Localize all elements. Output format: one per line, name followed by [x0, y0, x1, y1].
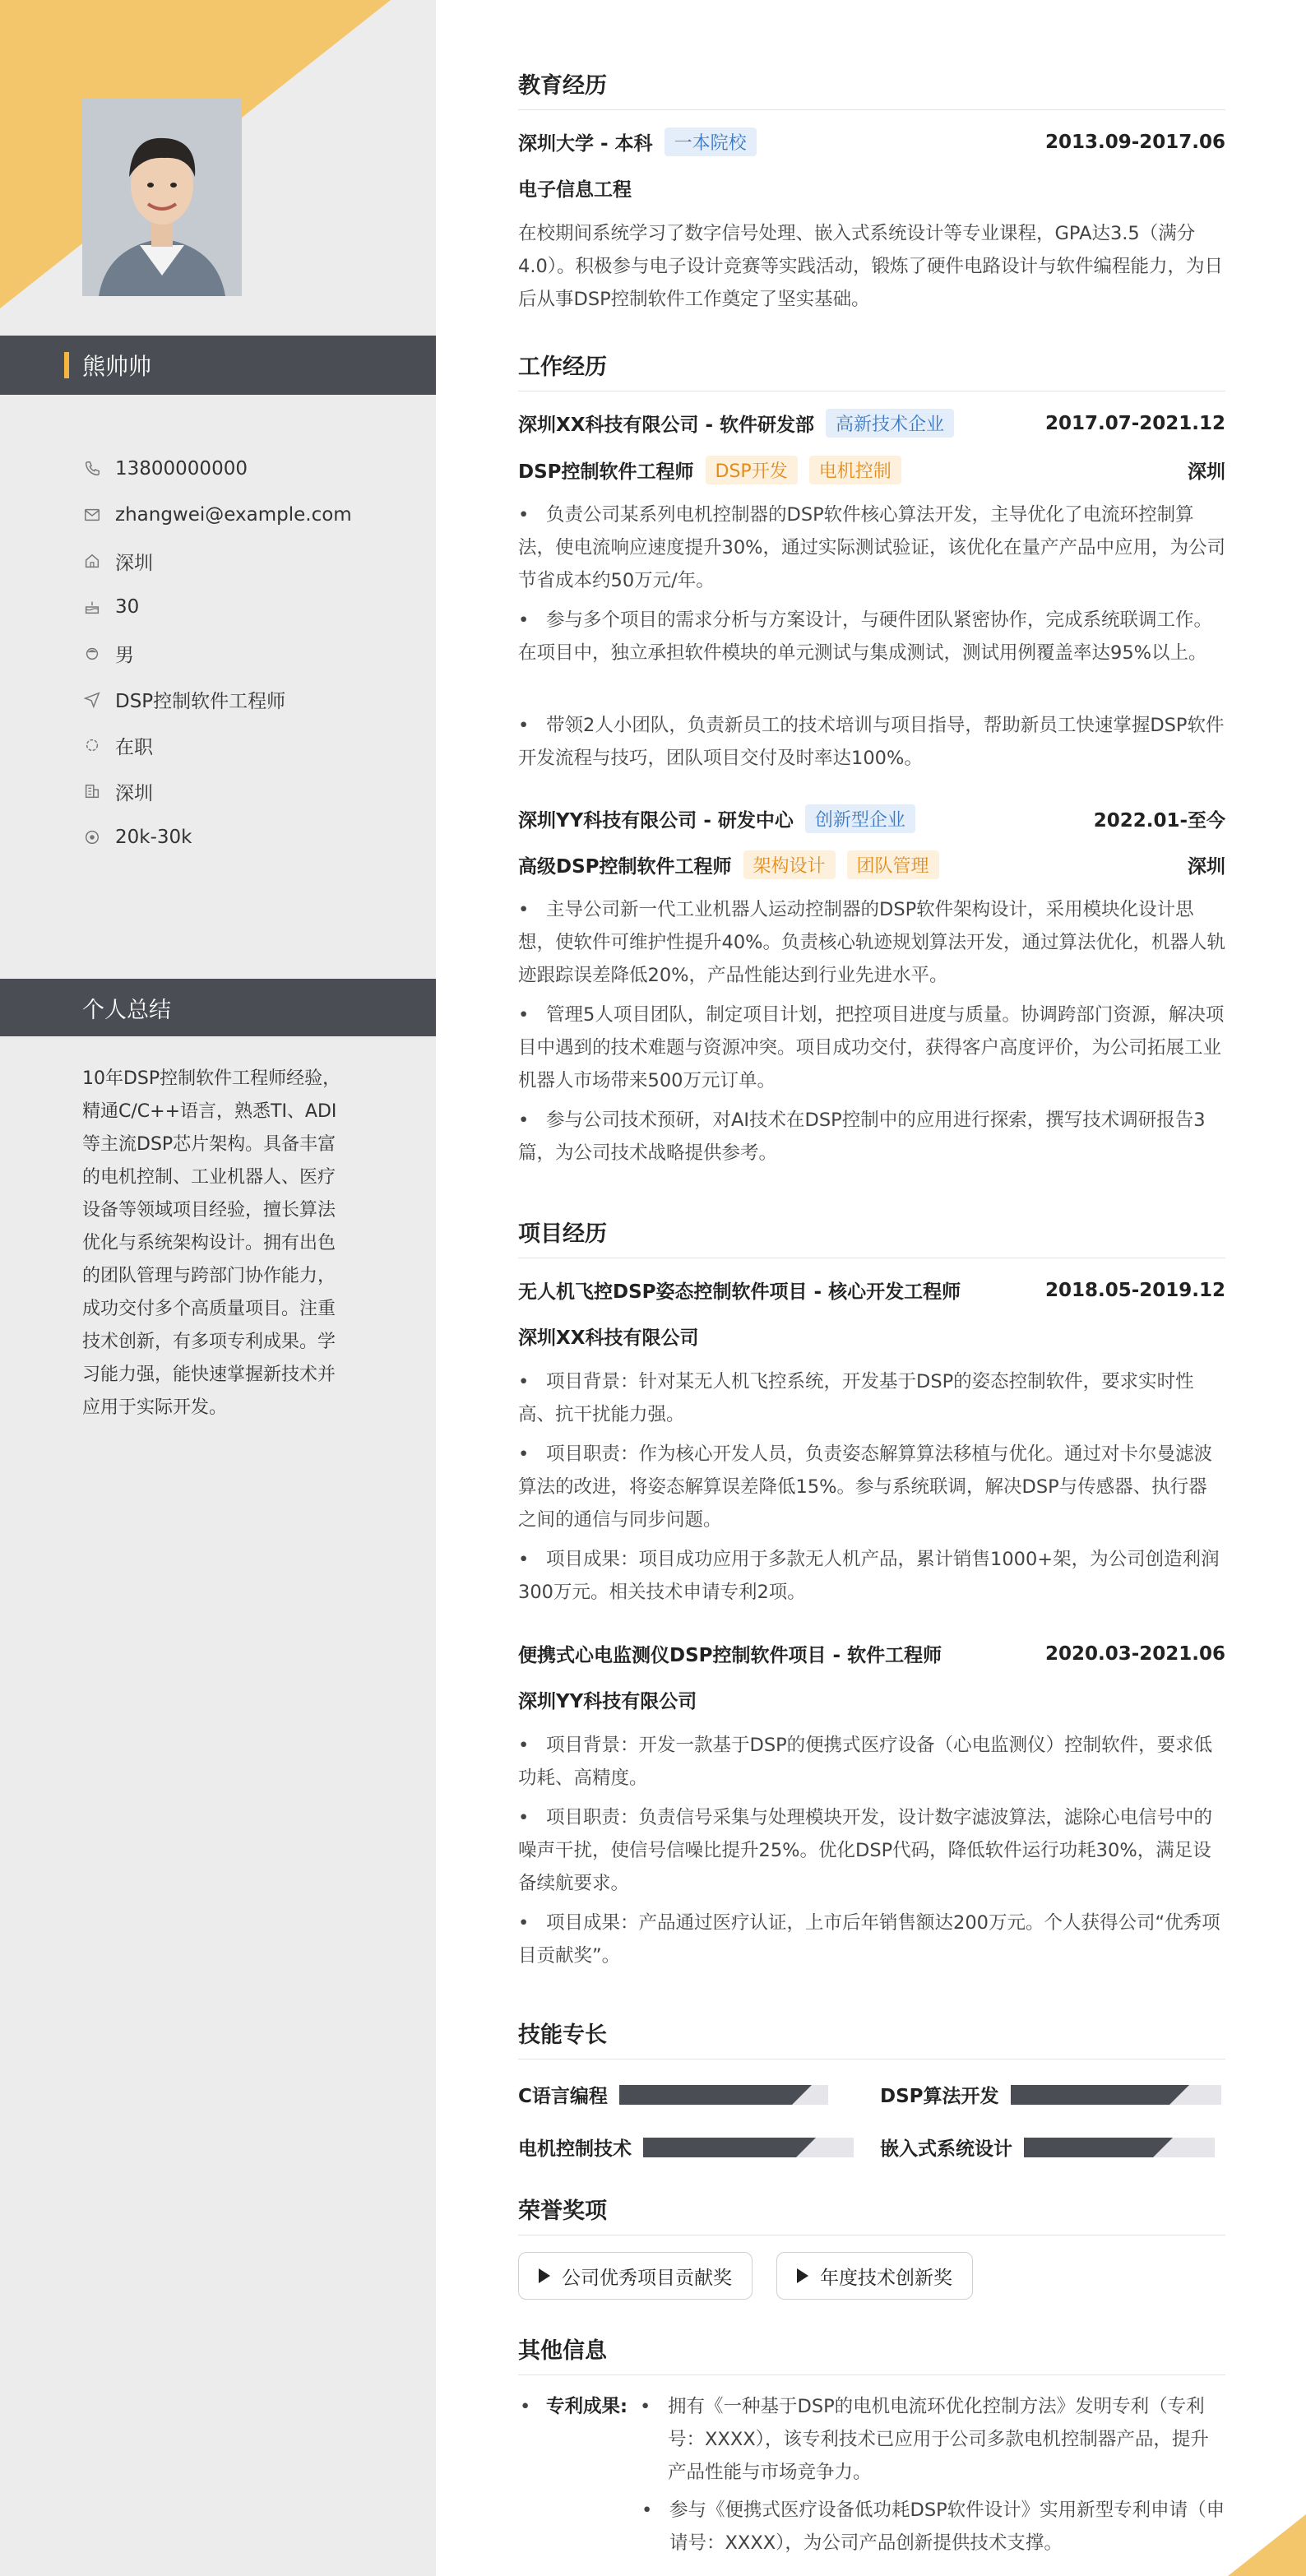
skill-item — [518, 2134, 854, 2161]
bullet-text: 项目职责：负责信号采集与处理模块开发，设计数字滤波算法，滤除心电信号中的噪声干扰，使信号信噪比提升25%。优化DSP代码，降低软件运行功耗30%，满足设备续航要求。 — [518, 1807, 1213, 1894]
play-icon — [797, 2268, 808, 2283]
skill-bar-fill — [1011, 2085, 1170, 2105]
job-role-row — [518, 456, 1225, 484]
job-company: 深圳YY科技有限公司 - 研发中心 — [518, 810, 794, 832]
skill-name: 电机控制技术 — [518, 2138, 632, 2160]
info-text: 男 — [115, 644, 134, 666]
info-salary — [82, 814, 352, 860]
project-company-row — [518, 1686, 1225, 1713]
job-date: 2022.01-至今 — [1093, 810, 1225, 832]
major-row — [518, 174, 1225, 202]
skill-bar — [619, 2085, 828, 2105]
patent-label: 专利成果: — [546, 2396, 628, 2417]
skill-name: DSP算法开发 — [880, 2086, 999, 2107]
patent-text: 拥有《一种基于DSP的电机电流环优化控制方法》发明专利（专利号：XXXX），该专利技术已应用于公司多款电机控制器产品，提升产品性能与市场竞争力。 — [668, 2396, 1209, 2483]
job-role: DSP控制软件工程师 — [518, 461, 694, 483]
project-name: 便携式心电监测仪DSP控制软件项目 - 软件工程师 — [518, 1645, 942, 1666]
info-email — [82, 492, 352, 538]
bullet-text: 项目成果：项目成功应用于多款无人机产品，累计销售1000+架，为公司创造利润300万元。相关技术申请专利2项。 — [518, 1549, 1220, 1603]
project-header — [518, 1276, 1225, 1304]
patent-list — [640, 2390, 1225, 2560]
info-status — [82, 722, 352, 768]
skill-tag: 架构设计 — [743, 850, 836, 879]
section-title-work: 工作经历 — [518, 349, 1225, 391]
job-role-row — [518, 850, 1225, 879]
play-icon — [539, 2268, 550, 2283]
info-text: 13800000000 — [115, 458, 248, 480]
list-item: • 管理5人项目团队，制定项目计划，把控项目进度与质量。协调跨部门资源，解决项目中遇到的技术难题与资源冲突。项目成功交付，获得客户高度评价，为公司拓展工业机器人市场带来500万元订单。 — [518, 1004, 1225, 1091]
name-accent — [64, 352, 69, 378]
job-city: 深圳 — [1188, 856, 1225, 878]
project-company: 深圳YY科技有限公司 — [518, 1691, 697, 1712]
candidate-name: 熊帅帅 — [82, 353, 152, 380]
patent-row — [518, 2390, 1225, 2560]
section-title-education: 教育经历 — [518, 67, 1225, 110]
building-icon — [82, 781, 102, 801]
skill-bar — [1011, 2085, 1221, 2105]
list-item: • 拥有《一种基于DSP的电机电流环优化控制方法》发明专利（专利号：XXXX），该专利技术已应用于公司多款电机控制器产品，提升产品性能与市场竞争力。 — [640, 2390, 1225, 2489]
education-header — [518, 127, 1225, 156]
bullet-text: 带领2人小团队，负责新员工的技术培训与项目指导，帮助新员工快速掌握DSP软件开发流程与技巧，团队项目交付及时率达100%。 — [518, 715, 1225, 769]
mail-icon — [82, 505, 102, 525]
info-city — [82, 538, 352, 584]
bullet-text: 参与多个项目的需求分析与方案设计，与硬件团队紧密协作，完成系统联调工作。在项目中，独立承担软件模块的单元测试与集成测试，测试用例覆盖率达95%以上。 — [518, 609, 1213, 664]
job-header — [518, 804, 1225, 833]
summary-title: 个人总结 — [82, 997, 171, 1023]
list-item: • 项目成果：项目成功应用于多款无人机产品，累计销售1000+架，为公司创造利润300万元。相关技术申请专利2项。 — [518, 1549, 1220, 1603]
school-tag: 一本院校 — [665, 127, 757, 156]
sidebar — [0, 0, 436, 2576]
list-item: • 负责公司某系列电机控制器的DSP软件核心算法开发，主导优化了电流环控制算法，使电流响应速度提升30%，通过实际测试验证，该优化在量产产品中应用，为公司节省成本约50万元/年。 — [518, 504, 1226, 591]
info-text: zhangwei@example.com — [115, 504, 352, 526]
home-icon — [82, 551, 102, 571]
gender-icon — [82, 643, 102, 663]
job-company: 深圳XX科技有限公司 - 软件研发部 — [518, 415, 815, 436]
list-item: • 参与《便携式医疗设备低功耗DSP软件设计》实用新型专利申请（申请号：XXXX），为公司产品创新提供技术支撑。 — [640, 2494, 1225, 2560]
info-phone — [82, 446, 352, 492]
info-text: 深圳 — [115, 782, 153, 804]
list-item: • 项目背景：针对某无人机飞控系统，开发基于DSP的姿态控制软件，要求实时性高、抗干扰能力强。 — [518, 1371, 1194, 1425]
project-company-row — [518, 1323, 1225, 1350]
award-label: 公司优秀项目贡献奖 — [562, 2267, 732, 2289]
status-icon — [82, 735, 102, 755]
list-item: • 主导公司新一代工业机器人运动控制器的DSP软件架构设计，采用模块化设计思想，使软件可维护性提升40%。负责核心轨迹规划算法开发，通过算法优化，机器人轨迹跟踪误差降低20%，产品性能达到行业先进水平。 — [518, 899, 1226, 986]
info-gender — [82, 630, 352, 676]
bullet: • — [520, 2396, 531, 2417]
education-date: 2013.09-2017.06 — [1044, 131, 1225, 153]
list-item: • 项目背景：开发一款基于DSP的便携式医疗设备（心电监测仪）控制软件，要求低功耗、高精度。 — [518, 1735, 1213, 1789]
section-title-skills: 技能专长 — [518, 2017, 1225, 2059]
major: 电子信息工程 — [518, 179, 632, 201]
bullet-text: 项目背景：针对某无人机飞控系统，开发基于DSP的姿态控制软件，要求实时性高、抗干扰能力强。 — [518, 1371, 1194, 1425]
info-location — [82, 768, 352, 814]
education-desc: 在校期间系统学习了数字信号处理、嵌入式系统设计等专业课程，GPA达3.5（满分4.0）。积极参与电子设计竞赛等实践活动，锻炼了硬件电路设计与软件编程能力，为日后从事DSP控制软件工作奠定了坚实基础。 — [518, 223, 1224, 310]
company-tag: 创新型企业 — [805, 804, 915, 833]
send-icon — [82, 689, 102, 709]
list-item: • 参与公司技术预研，对AI技术在DSP控制中的应用进行探索，撰写技术调研报告3篇，为公司技术战略提供参考。 — [518, 1110, 1206, 1164]
info-text: 在职 — [115, 736, 153, 758]
other-info — [518, 2390, 1225, 2560]
project-date: 2020.03-2021.06 — [1044, 1642, 1225, 1665]
skill-bar — [1024, 2138, 1215, 2157]
job-date: 2017.07-2021.12 — [1044, 412, 1225, 434]
list-item: • 项目职责：负责信号采集与处理模块开发，设计数字滤波算法，滤除心电信号中的噪声干扰，使信号信噪比提升25%。优化DSP代码，降低软件运行功耗30%，满足设备续航要求。 — [518, 1807, 1213, 1894]
skill-bar-fill — [643, 2138, 796, 2157]
avatar-image — [82, 99, 242, 296]
section-title-other: 其他信息 — [518, 2333, 1225, 2375]
project-date: 2018.05-2019.12 — [1044, 1279, 1225, 1301]
section-title-awards: 荣誉奖项 — [518, 2193, 1225, 2235]
skill-item — [880, 2081, 1221, 2108]
patent-text: 参与《便携式医疗设备低功耗DSP软件设计》实用新型专利申请（申请号：XXXX），为公司产品创新提供技术支撑。 — [669, 2500, 1225, 2554]
bullet-text: 主导公司新一代工业机器人运动控制器的DSP软件架构设计，采用模块化设计思想，使软件可维护性提升40%。负责核心轨迹规划算法开发，通过算法优化，机器人轨迹跟踪误差降低20%，产品性能达到行业先进水平。 — [518, 899, 1226, 986]
skill-bar-fill — [1024, 2138, 1153, 2157]
skill-item — [880, 2134, 1215, 2161]
skill-tag: DSP开发 — [706, 456, 798, 484]
age-icon — [82, 597, 102, 617]
bullet-text: 参与公司技术预研，对AI技术在DSP控制中的应用进行探索，撰写技术调研报告3篇，为公司技术战略提供参考。 — [518, 1110, 1206, 1164]
job-role: 高级DSP控制软件工程师 — [518, 856, 732, 878]
list-item: • 项目职责：作为核心开发人员，负责姿态解算算法移植与优化。通过对卡尔曼滤波算法的改进，将姿态解算误差降低15%。参与系统联调，解决DSP与传感器、执行器之间的通信与同步问题。 — [518, 1443, 1213, 1531]
skill-name: C语言编程 — [518, 2086, 608, 2107]
award-badge — [776, 2252, 973, 2300]
info-text: 深圳 — [115, 552, 153, 574]
name-bar — [0, 336, 436, 395]
skill-tag: 电机控制 — [809, 456, 901, 484]
school-name: 深圳大学 - 本科 — [518, 133, 653, 155]
info-position — [82, 676, 352, 722]
bullet-text: 项目职责：作为核心开发人员，负责姿态解算算法移植与优化。通过对卡尔曼滤波算法的改进，将姿态解算误差降低15%。参与系统联调，解决DSP与传感器、执行器之间的通信与同步问题。 — [518, 1443, 1213, 1531]
summary-text: 10年DSP控制软件工程师经验，精通C/C++语言，熟悉TI、ADI等主流DSP芯片架构。具备丰富的电机控制、工业机器人、医疗设备等领域项目经验，擅长算法优化与系统架构设计。拥有出色的团队管理与跨部门协作能力，成功交付多个高质量项目。注重技术创新，有多项专利成果。学习能力强，能快速掌握新技术并应用于实际开发。 — [82, 1068, 341, 1418]
bullet-text: 项目成果：产品通过医疗认证，上市后年销售额达200万元。个人获得公司“优秀项目贡献奖”。 — [518, 1912, 1220, 1967]
bullet-text: 负责公司某系列电机控制器的DSP软件核心算法开发，主导优化了电流环控制算法，使电流响应速度提升30%，通过实际测试验证，该优化在量产产品中应用，为公司节省成本约50万元/年。 — [518, 504, 1226, 591]
list-item: • 参与多个项目的需求分析与方案设计，与硬件团队紧密协作，完成系统联调工作。在项目中，独立承担软件模块的单元测试与集成测试，测试用例覆盖率达95%以上。 — [518, 609, 1213, 664]
project-name: 无人机飞控DSP姿态控制软件项目 - 核心开发工程师 — [518, 1281, 961, 1303]
company-tag: 高新技术企业 — [826, 409, 954, 438]
project-header — [518, 1640, 1225, 1667]
avatar — [82, 99, 242, 296]
job-header — [518, 409, 1225, 438]
award-label: 年度技术创新奖 — [820, 2267, 952, 2289]
info-text: DSP控制软件工程师 — [115, 690, 286, 712]
list-item: • 带领2人小团队，负责新员工的技术培训与项目指导，帮助新员工快速掌握DSP软件开发流程与技巧，团队项目交付及时率达100%。 — [518, 715, 1225, 769]
info-text: 30 — [115, 596, 140, 618]
award-badge — [518, 2252, 753, 2300]
project-company: 深圳XX科技有限公司 — [518, 1327, 699, 1349]
skill-tag: 团队管理 — [847, 850, 939, 879]
summary-header — [0, 979, 436, 1036]
phone-icon — [82, 459, 102, 479]
section-title-projects: 项目经历 — [518, 1216, 1225, 1258]
bullet-text: 项目背景：开发一款基于DSP的便携式医疗设备（心电监测仪）控制软件，要求低功耗、高精度。 — [518, 1735, 1213, 1789]
salary-icon — [82, 827, 102, 847]
skill-name: 嵌入式系统设计 — [880, 2138, 1012, 2160]
contact-info-list — [82, 446, 352, 860]
job-city: 深圳 — [1188, 461, 1225, 483]
skill-bar — [643, 2138, 854, 2157]
list-item: • 项目成果：产品通过医疗认证，上市后年销售额达200万元。个人获得公司“优秀项目贡献奖”。 — [518, 1912, 1220, 1967]
bullet-text: 管理5人项目团队，制定项目计划，把控项目进度与质量。协调跨部门资源，解决项目中遇到的技术难题与资源冲突。项目成功交付，获得客户高度评价，为公司拓展工业机器人市场带来500万元订单。 — [518, 1004, 1225, 1091]
decorative-corner-bottom — [1228, 2514, 1306, 2576]
info-age — [82, 584, 352, 630]
info-text: 20k-30k — [115, 827, 192, 848]
skill-bar-fill — [619, 2085, 792, 2105]
skill-item — [518, 2081, 828, 2108]
